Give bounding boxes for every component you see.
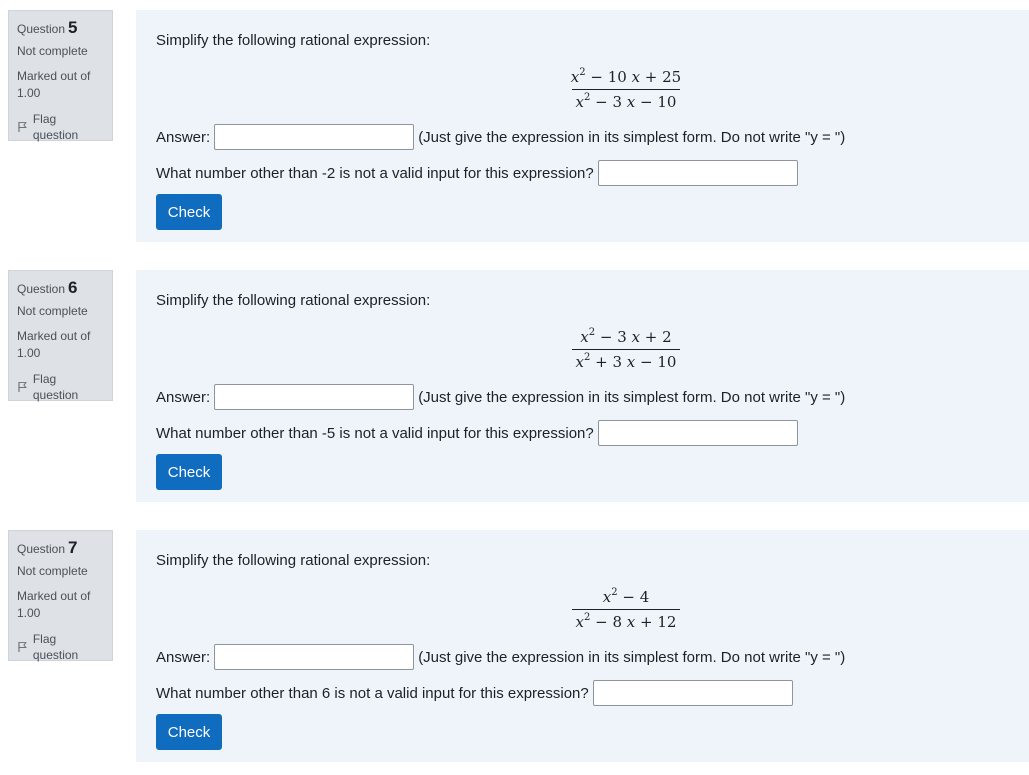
question-grade: Marked out of 1.00 bbox=[17, 69, 91, 100]
validity-question: What number other than -5 is not a valid input for this expression? bbox=[156, 424, 594, 442]
denominator: $x^2 - 8$ x + 12 bbox=[575, 612, 677, 631]
check-button[interactable]: Check bbox=[156, 454, 222, 490]
fraction-bar bbox=[572, 89, 680, 90]
denominator: $x^2 - 3$ x − 10 bbox=[575, 92, 677, 111]
validity-row bbox=[156, 419, 802, 447]
question-number-line bbox=[17, 277, 104, 299]
validity-row bbox=[156, 159, 802, 187]
question-5 bbox=[0, 0, 1029, 232]
question-grade: Marked out of 1.00 bbox=[17, 589, 91, 620]
question-state: Not complete bbox=[17, 304, 88, 318]
answer-label: Answer: bbox=[156, 648, 211, 666]
validity-question: What number other than -2 is not a valid input for this expression? bbox=[156, 164, 594, 182]
answer-label: Answer: bbox=[156, 388, 211, 406]
flag-question-label: Flag question bbox=[32, 632, 79, 662]
answer-hint: (Just give the expression in its simplest form. Do not write "y = ") bbox=[418, 128, 846, 146]
numerator: $x^2 - 3$ x + 2 bbox=[580, 327, 672, 346]
validity-input[interactable] bbox=[598, 420, 798, 446]
numerator: $x^2 - 4$ bbox=[602, 587, 650, 606]
validity-input[interactable] bbox=[593, 680, 793, 706]
question-grade: Marked out of 1.00 bbox=[17, 329, 91, 360]
numerator: $x^2 - 10$ x + 25 bbox=[570, 67, 682, 86]
validity-row bbox=[156, 679, 797, 707]
flag-icon bbox=[17, 381, 29, 393]
answer-row bbox=[156, 123, 845, 151]
question-number: 5 bbox=[68, 18, 78, 37]
question-label: Question bbox=[17, 282, 66, 296]
question-info bbox=[8, 10, 113, 141]
answer-hint: (Just give the expression in its simplest form. Do not write "y = ") bbox=[418, 648, 846, 666]
question-content bbox=[136, 270, 1029, 502]
answer-input[interactable] bbox=[214, 644, 414, 670]
question-number-line bbox=[17, 17, 104, 39]
flag-icon bbox=[17, 641, 29, 653]
validity-question: What number other than 6 is not a valid input for this expression? bbox=[156, 684, 589, 702]
question-label: Question bbox=[17, 542, 66, 556]
question-info bbox=[8, 530, 113, 661]
question-info bbox=[8, 270, 113, 401]
answer-row bbox=[156, 383, 845, 411]
question-prompt: Simplify the following rational expression: bbox=[156, 552, 431, 569]
rational-expression bbox=[570, 586, 682, 632]
question-prompt: Simplify the following rational expression: bbox=[156, 32, 431, 49]
question-prompt: Simplify the following rational expression: bbox=[156, 292, 431, 309]
question-number: 6 bbox=[68, 278, 78, 297]
answer-hint: (Just give the expression in its simplest form. Do not write "y = ") bbox=[418, 388, 846, 406]
check-button[interactable]: Check bbox=[156, 714, 222, 750]
question-content bbox=[136, 530, 1029, 762]
fraction-bar bbox=[572, 349, 680, 350]
flag-question-label: Flag question bbox=[32, 372, 79, 402]
answer-input[interactable] bbox=[214, 384, 414, 410]
check-button[interactable]: Check bbox=[156, 194, 222, 230]
flag-question-link[interactable] bbox=[17, 111, 104, 143]
answer-label: Answer: bbox=[156, 128, 211, 146]
flag-question-label: Flag question bbox=[32, 112, 79, 142]
question-6 bbox=[0, 260, 1029, 492]
fraction-bar bbox=[572, 609, 680, 610]
question-label: Question bbox=[17, 22, 66, 36]
validity-input[interactable] bbox=[598, 160, 798, 186]
flag-question-link[interactable] bbox=[17, 631, 104, 663]
flag-question-link[interactable] bbox=[17, 371, 104, 403]
question-number-line bbox=[17, 537, 104, 559]
answer-input[interactable] bbox=[214, 124, 414, 150]
question-content bbox=[136, 10, 1029, 242]
question-state: Not complete bbox=[17, 564, 88, 578]
question-7 bbox=[0, 520, 1029, 752]
question-state: Not complete bbox=[17, 44, 88, 58]
denominator: $x^2 + 3$ x − 10 bbox=[575, 352, 677, 371]
rational-expression bbox=[570, 66, 682, 112]
answer-row bbox=[156, 643, 845, 671]
rational-expression bbox=[570, 326, 682, 372]
flag-icon bbox=[17, 121, 29, 133]
question-number: 7 bbox=[68, 538, 78, 557]
